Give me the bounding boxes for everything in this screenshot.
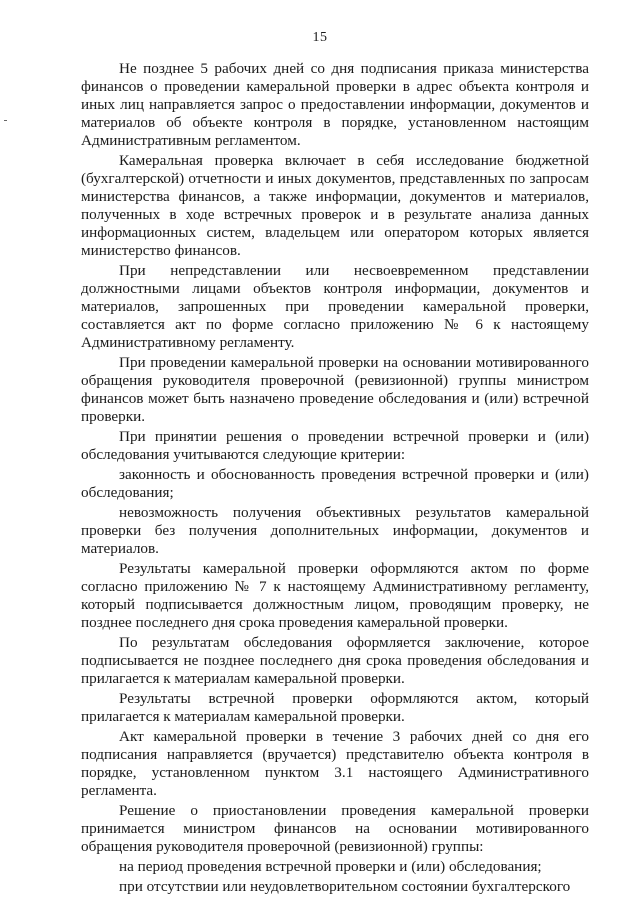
paragraph-criterion-legality: законность и обоснованность проведения встречной проверки и (или) обследования; bbox=[81, 466, 589, 501]
paragraph-suspension-decision: Решение о приостановлении проведения камеральной проверки принимается министром финансов на основании мотивированного обращения руководителя проверочной (ревизионной) группы: bbox=[81, 802, 589, 855]
paragraph-criteria-intro: При принятии решения о проведении встречной проверки и (или) обследования учитываются следующие критерии: bbox=[81, 428, 589, 463]
paragraph-suspension-accounting: при отсутствии или неудовлетворительном состоянии бухгалтерского bbox=[119, 878, 571, 895]
paragraph-request-deadline: Не позднее 5 рабочих дней со дня подписания приказа министерства финансов о проведении камеральной проверки в адрес объекта контроля и иных лиц направляется запрос о предоставлении информации, документов и материалов об объекте контроля в порядке, установленном настоящим Административным регламентом. bbox=[81, 60, 589, 149]
paragraph-counter-audit-results: Результаты встречной проверки оформляются актом, который прилагается к материалам камеральной проверки. bbox=[81, 690, 589, 725]
paragraph-suspension-period: на период проведения встречной проверки и (или) обследования; bbox=[119, 858, 542, 875]
paragraph-inspection-appointment: При проведении камеральной проверки на основании мотивированного обращения руководителя проверочной (ревизионной) группы министром финансов может быть назначено проведение обследования и (или) встречной проверки. bbox=[81, 354, 589, 425]
paragraph-non-submission-act: При непредставлении или несвоевременном представлении должностными лицами объектов контроля информации, документов и материалов, запрошенных при проведении камеральной проверки, составляется акт по форме согласно приложению № 6 к настоящему Административному регламенту. bbox=[81, 262, 589, 351]
paragraph-criterion-impossibility: невозможность получения объективных результатов камеральной проверки без получения дополнительных информации, документов и материалов. bbox=[81, 504, 589, 557]
paragraph-inspection-conclusion: По результатам обследования оформляется заключение, которое подписывается не позднее последнего дня срока проведения обследования и прилагается к материалам камеральной проверки. bbox=[81, 634, 589, 687]
margin-mark bbox=[4, 120, 7, 121]
document-body bbox=[81, 60, 589, 898]
paragraph-audit-results-act: Результаты камеральной проверки оформляются актом по форме согласно приложению № 7 к настоящему Административному регламенту, который подписывается должностным лицом, проводящим проверку, не позднее последнего дня срока проведения камеральной проверки. bbox=[81, 560, 589, 631]
paragraph-desk-audit-scope: Камеральная проверка включает в себя исследование бюджетной (бухгалтерской) отчетности и иных документов, представленных по запросам министерства финансов, а также информации, документов и материалов, полученных в ходе встречных проверок и в результате анализа данных информационных систем, владельцем или оператором которых является министерство финансов. bbox=[81, 152, 589, 259]
paragraph-act-delivery: Акт камеральной проверки в течение 3 рабочих дней со дня его подписания направляется (вручается) представителю объекта контроля в порядке, установленном пунктом 3.1 настоящего Административного регламента. bbox=[81, 728, 589, 799]
page-number: 15 bbox=[312, 30, 328, 45]
